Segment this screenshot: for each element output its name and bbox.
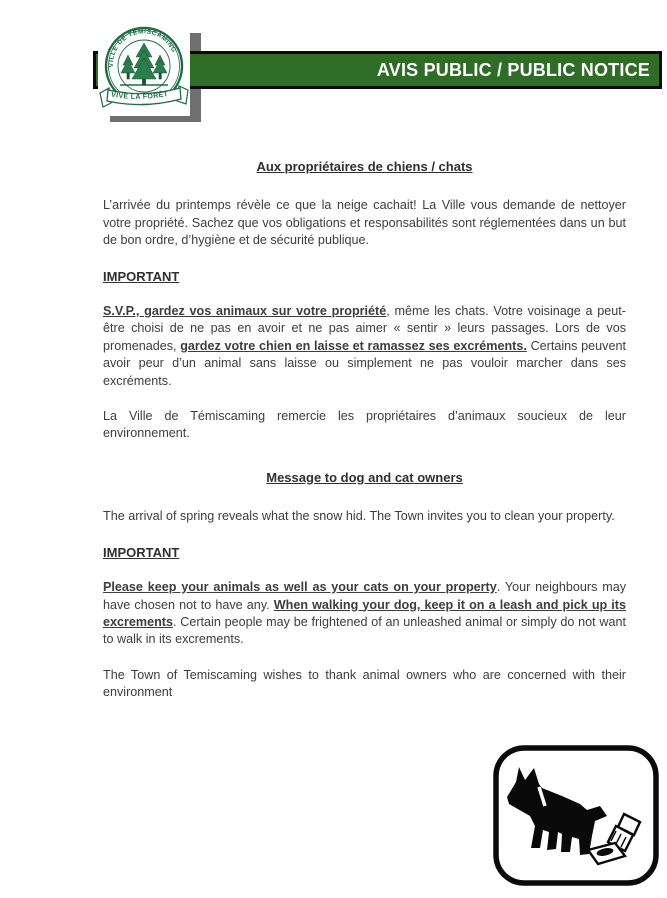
section-title: Aux propriétaires de chiens / chats [256, 159, 473, 174]
paragraph: L’arrivée du printemps révèle ce que la neige cachait! La Ville vous demande de nettoyer votre propriété. Sachez que vos obligations et responsabilités sont réglementées dans un but de bon ordre, d’hygiène et de sécurité publique. [103, 198, 626, 248]
paragraph: Please keep your animals as well as your cats on your property. Your neighbours may have chosen not to have any. When walking your dog, keep it on a leash and pick up its excrements. Certain people may be frightened of an unleashed animal or simply do not want to walk in its excrements. [103, 580, 627, 647]
logo-arc-label: VILLE DE TÉMISCAMING [107, 28, 178, 68]
notice-body [103, 158, 626, 720]
banner-title: AVIS PUBLIC / PUBLIC NOTICE [376, 59, 650, 80]
important-heading: IMPORTANT [103, 268, 180, 284]
section-title: Message to dog and cat owners [266, 469, 463, 485]
paragraph: La Ville de Témiscaming remercie les propriétaires d’animaux soucieux de leur environnement. [103, 409, 626, 441]
town-seal-logo [98, 24, 190, 116]
town-seal-icon [98, 24, 190, 116]
paragraph: S.V.P., gardez vos animaux sur votre propriété, même les chats. Votre voisinage a peut-être choisi de ne pas en avoir et ne pas aimer « sentir » leurs passages. Lors de vos promenades, gardez votre chien en laisse et ramassez ses excréments. Certains peuvent avoir peur d’un animal sans laisse ou simplement ne pas vouloir marcher dans ses excréments. [103, 304, 626, 388]
paragraph: The arrival of spring reveals what the snow hid. The Town invites you to clean your property. [103, 509, 615, 524]
logo-ribbon-label: VIVE LA FORÊT [110, 90, 169, 101]
important-heading: IMPORTANT [103, 544, 180, 560]
dog-waste-pickup-icon [492, 744, 660, 887]
paragraph: The Town of Temiscaming wishes to thank animal owners who are concerned with their environment [103, 667, 626, 700]
